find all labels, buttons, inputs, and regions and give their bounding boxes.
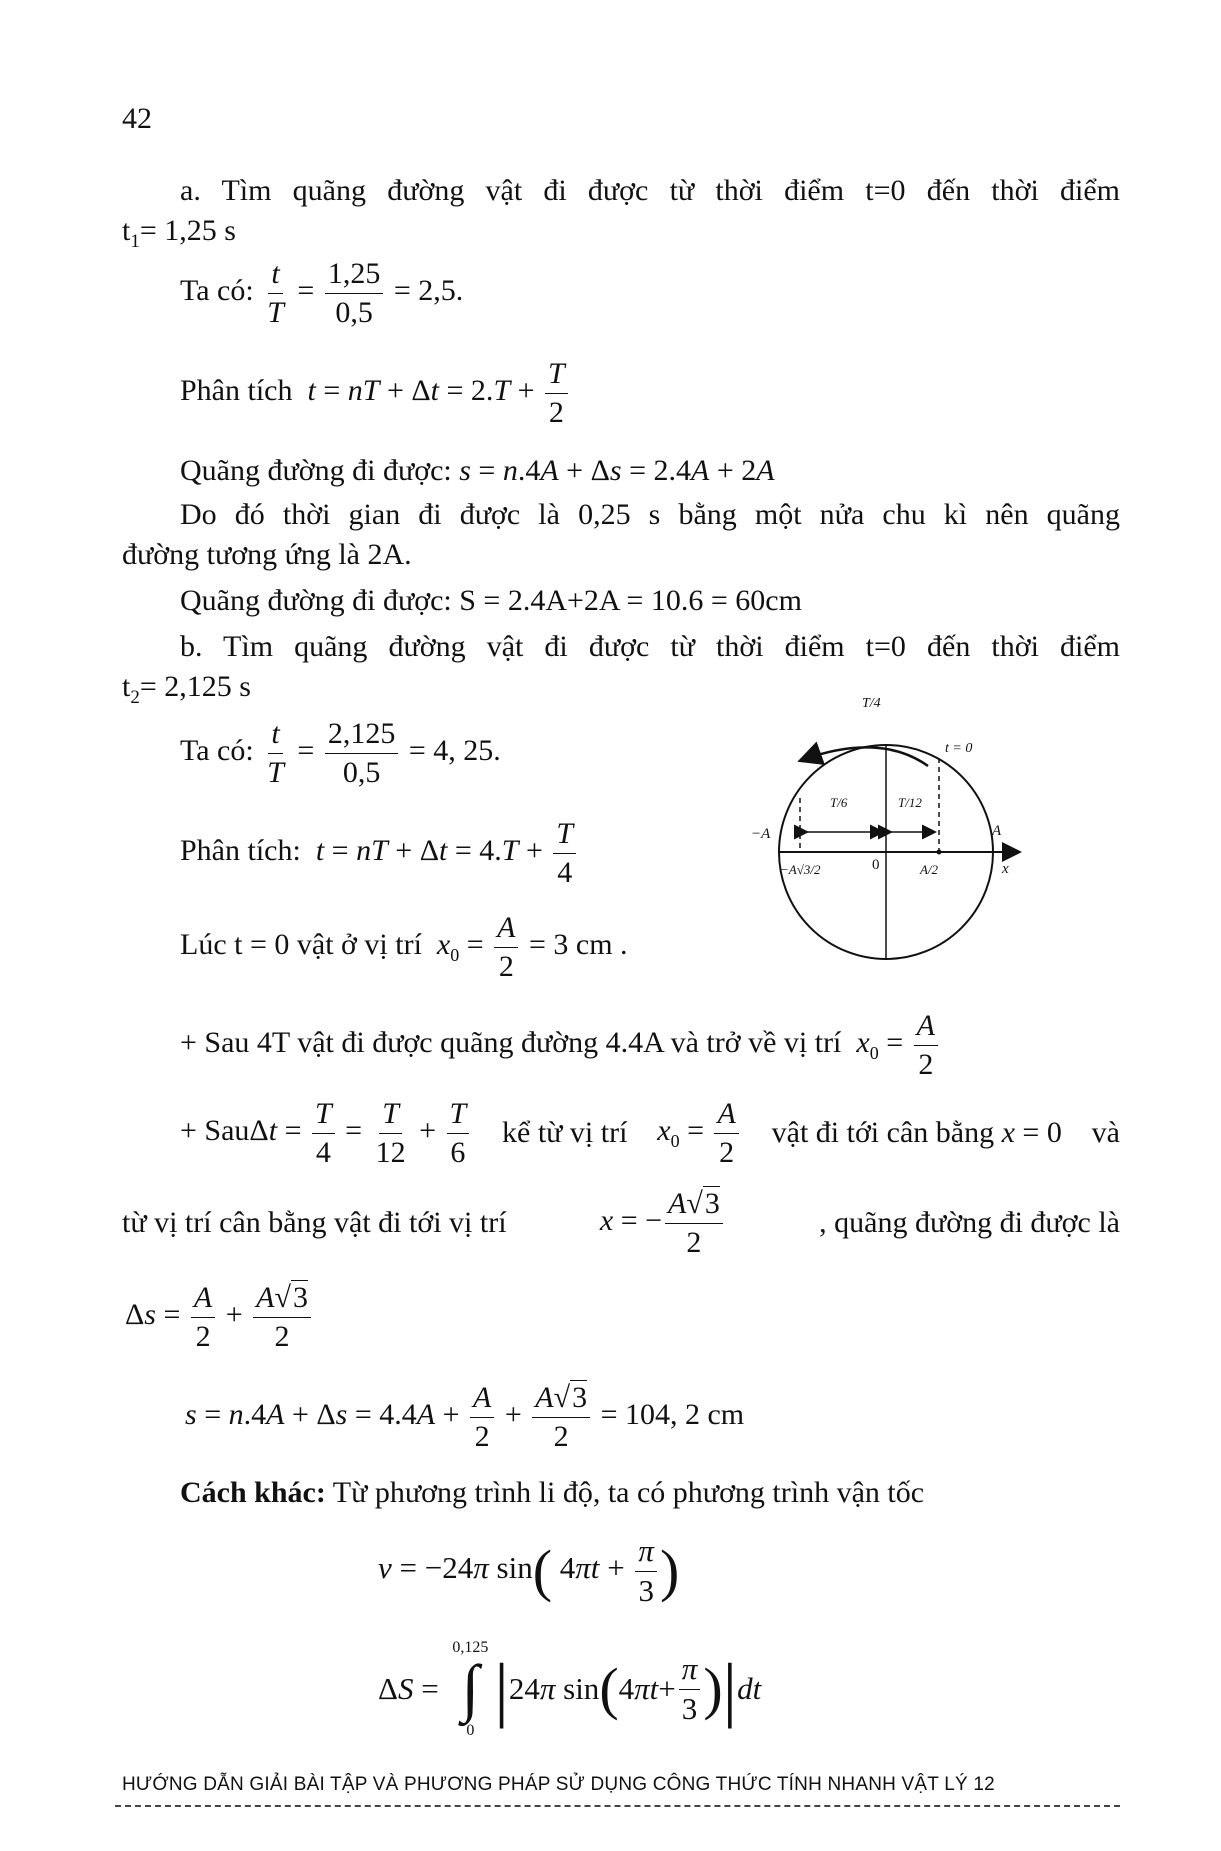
integral-lower-limit: 0 bbox=[466, 1721, 475, 1739]
step-after-4t: + Sau 4T vật đi được quãng đường 4.4A và trở về vị trí $x_0$ = $\frac{A}{2}$ bbox=[180, 1010, 941, 1080]
x0-value: = 3 cm . bbox=[528, 927, 628, 961]
label-t0: t = 0 bbox=[945, 741, 973, 756]
book-footer-title: HƯỚNG DẪN GIẢI BÀI TẬP VÀ PHƯƠNG PHÁP SỬ DỤNG CÔNG THỨC TÍNH NHANH VẬT LÝ 12 bbox=[122, 1774, 995, 1795]
part-b-analysis: Phân tích: t = nT + Δt = 4.T + $\frac{T}{4}$ bbox=[180, 818, 579, 888]
sau-4t-text: + Sau 4T vật đi được quãng đường 4.4A và trở về vị trí bbox=[180, 1025, 842, 1059]
ratio-numerator: 2,125 bbox=[325, 718, 399, 754]
part-b-ratio: Ta có: $\frac{t}{T}$ = $\frac{2,125}{0,5}$ = 4, 25. bbox=[180, 717, 501, 789]
part-a-result: Quãng đường đi được: S = 2.4A+2A = 10.6 = 60cm bbox=[180, 584, 802, 617]
label-x: x bbox=[1002, 861, 1009, 877]
luc-t0-label: Lúc t = 0 vật ở vị trí bbox=[180, 927, 422, 961]
part-b-title-cont: $t_2= 2,125$ s bbox=[122, 670, 251, 708]
label-minus-a-sqrt3-over-2: −A√3/2 bbox=[780, 862, 821, 877]
va-text: và bbox=[1091, 1116, 1120, 1150]
part-b-title: b. Tìm quãng đường vật đi được từ thời điểm t=0 đến thời điểm bbox=[180, 630, 1120, 663]
total-result: = 104, 2 cm bbox=[600, 1397, 745, 1431]
footer-dashed-rule bbox=[115, 1805, 1120, 1807]
label-a: A bbox=[992, 823, 1002, 839]
part-a-title: a. Tìm quãng đường vật đi được từ thời điểm t=0 đến thời điểm bbox=[180, 174, 1120, 207]
quang-duong-la-text: , quãng đường đi được là bbox=[819, 1206, 1120, 1240]
quang-duong-label: Quãng đường đi được: bbox=[180, 454, 452, 487]
cach-khac-text: Từ phương trình li độ, ta có phương trình vận tốc bbox=[325, 1476, 925, 1509]
delta-s-formula: Δs = $\frac{A}{2}$ + $\frac{A√3}{2}$ bbox=[125, 1282, 314, 1352]
vat-di-toi-text: vật đi tới cân bằng bbox=[771, 1116, 995, 1150]
phan-tich-label: Phân tích bbox=[180, 373, 293, 407]
alternative-method bbox=[180, 1474, 924, 1512]
part-a-analysis: Phân tích t = nT + Δt = 2.T + $\frac{T}{2}$ bbox=[180, 358, 571, 428]
label-a-over-2: A/2 bbox=[920, 862, 939, 877]
ratio-result: = 4, 25. bbox=[408, 733, 501, 767]
part-a-distance: Quãng đường đi được: s = n.4A + Δs = 2.4A + 2A bbox=[180, 454, 775, 487]
page-number: 42 bbox=[122, 102, 152, 135]
part-a-title-cont: $t_1= 1,25$ s bbox=[122, 214, 236, 252]
integral-upper-limit: 0,125 bbox=[452, 1639, 489, 1656]
part-a-explain-2: đường tương ứng là 2A. bbox=[122, 538, 412, 571]
step-equilibrium: từ vị trí cân bằng vật đi tới vị trí x = − $\frac{A√3}{2}$ , quãng đường đi được là bbox=[122, 1187, 1120, 1259]
part-b-initial-position: Lúc t = 0 vật ở vị trí $x_0$ = $\frac{A}{2}$ = 3 cm . bbox=[180, 911, 628, 983]
label-zero: 0 bbox=[872, 857, 880, 873]
total-distance-formula: s = n.4A + Δs = 4.4A + $\frac{A}{2}$ + $\frac{A√3}{2}$ = 104, 2 cm bbox=[185, 1381, 745, 1453]
ta-co-label: Ta có: bbox=[180, 733, 254, 767]
ratio-denominator: 0,5 bbox=[335, 295, 373, 329]
sau-label: + Sau bbox=[180, 1113, 250, 1147]
step-after-dt: + SauΔt = $\frac{T}{4}$ = $\frac{T}{12}$ + $\frac{T}{6}$ kể từ vị trí $x_0$ = $\frac{A}{2}$ vật đi tới cân bằng x = 0 và bbox=[180, 1097, 1120, 1169]
ratio-numerator: 1,25 bbox=[325, 258, 384, 294]
ke-tu-text: kể từ vị trí bbox=[502, 1116, 628, 1150]
ratio-denominator: 0,5 bbox=[342, 755, 381, 789]
tu-vi-tri-text: từ vị trí cân bằng vật đi tới vị trí bbox=[122, 1206, 507, 1240]
point-a2 bbox=[937, 850, 942, 855]
part-a-ratio: Ta có: $\frac{t}{T}$ = $\frac{1,25}{0,5}$ = 2,5. bbox=[180, 257, 464, 329]
label-t12: T/12 bbox=[898, 795, 922, 810]
part-a-explain-1: Do đó thời gian đi được là 0,25 s bằng một nửa chu kì nên quãng bbox=[180, 498, 1120, 531]
label-t6: T/6 bbox=[830, 795, 848, 810]
cach-khac-label: Cách khác: bbox=[180, 1476, 326, 1509]
label-t4: T/4 bbox=[862, 696, 881, 711]
label-minus-a: −A bbox=[751, 826, 771, 842]
ta-co-label: Ta có: bbox=[180, 273, 254, 307]
ratio-result: = 2,5. bbox=[393, 273, 464, 307]
velocity-equation: v = −24π sin( 4πt + $\frac{\pi}{3}$ ) bbox=[378, 1533, 680, 1608]
rotation-arc-arrow bbox=[802, 747, 928, 766]
phase-circle bbox=[779, 745, 993, 959]
phan-tich-label: Phân tích: bbox=[180, 833, 301, 867]
integral-equation: ΔS = 0,125 ∫ 0 | 24 π sin ( 4 πt + $\frac{\pi}{3}$ ) | dt bbox=[378, 1639, 762, 1739]
